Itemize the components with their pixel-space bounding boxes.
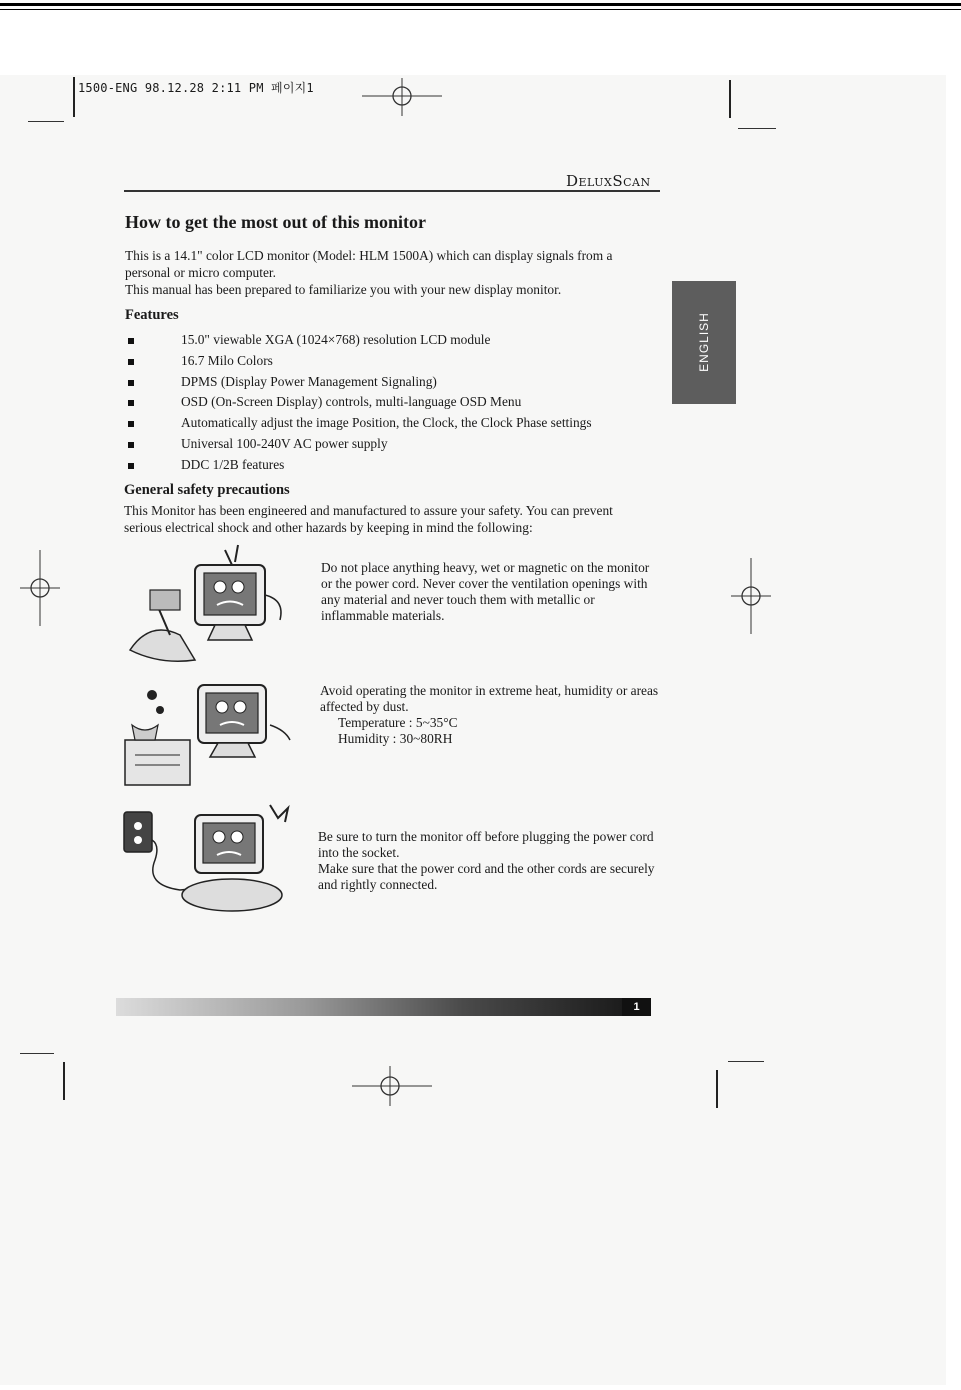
crop-mark bbox=[63, 1062, 65, 1100]
temperature-spec: Temperature : 5~35°C bbox=[338, 715, 458, 730]
bullet-icon bbox=[128, 380, 134, 386]
intro bbox=[125, 247, 645, 298]
bullet-icon bbox=[128, 359, 134, 365]
precaution-text bbox=[321, 560, 651, 624]
top-rule-thin bbox=[0, 9, 961, 10]
list-item bbox=[125, 392, 685, 413]
crop-mark bbox=[728, 1061, 764, 1062]
precaution-line: Make sure that the power cord and the other cords are securely and rightly connected. bbox=[318, 861, 655, 892]
monitor-power-cord-illustration bbox=[120, 800, 300, 920]
feature-text: 15.0" viewable XGA (1024×768) resolution LCD module bbox=[181, 332, 491, 347]
safety-heading: General safety precautions bbox=[124, 482, 290, 498]
crop-mark bbox=[28, 121, 64, 122]
precaution-text bbox=[320, 683, 660, 747]
feature-text: DPMS (Display Power Management Signaling) bbox=[181, 373, 437, 389]
precaution-text bbox=[318, 829, 658, 893]
monitor-heat-illustration bbox=[120, 665, 300, 795]
list-item bbox=[125, 330, 685, 351]
crop-mark bbox=[729, 80, 731, 118]
bullet-icon bbox=[128, 400, 134, 406]
list-item bbox=[125, 455, 685, 476]
crop-mark bbox=[738, 128, 776, 129]
brand-logo bbox=[566, 172, 651, 190]
feature-text: OSD (On-Screen Display) controls, multi-language OSD Menu bbox=[181, 394, 522, 410]
precaution-line: Do not place anything heavy, wet or magnetic on the monitor or the power cord. Never cover the ventilation openings with any material and never touch them with metallic or inflammable materials. bbox=[321, 560, 650, 623]
features-list bbox=[125, 330, 685, 476]
intro-paragraph: This manual has been prepared to familiarize you with your new display monitor. bbox=[125, 282, 562, 297]
language-tab-label: ENGLISH bbox=[697, 312, 711, 372]
list-item bbox=[125, 372, 685, 393]
registration-mark-icon bbox=[362, 78, 442, 118]
language-tab bbox=[672, 281, 736, 404]
safety-intro: This Monitor has been engineered and manufactured to assure your safety. You can prevent serious electrical shock and other hazards by keeping in mind the following: bbox=[124, 503, 613, 535]
monitor-overloaded-illustration bbox=[120, 540, 300, 665]
list-item bbox=[125, 413, 685, 434]
bullet-icon bbox=[128, 463, 134, 469]
feature-text: DDC 1/2B features bbox=[181, 456, 285, 472]
registration-mark-icon bbox=[731, 558, 771, 634]
footer-gradient-bar bbox=[116, 998, 651, 1016]
list-item bbox=[125, 434, 685, 455]
crop-mark bbox=[20, 1053, 54, 1054]
precaution-line: Be sure to turn the monitor off before plugging the power cord into the socket. bbox=[318, 829, 654, 860]
intro-paragraph: This is a 14.1" color LCD monitor (Model: HLM 1500A) which can display signals from a personal or micro computer. bbox=[125, 248, 613, 280]
crop-mark bbox=[716, 1070, 718, 1108]
bullet-icon bbox=[128, 338, 134, 344]
features-heading: Features bbox=[125, 307, 179, 323]
header-rule bbox=[124, 190, 660, 192]
precaution-line: Avoid operating the monitor in extreme heat, humidity or areas affected by dust. bbox=[320, 683, 659, 714]
humidity-spec: Humidity : 30~80RH bbox=[338, 731, 453, 746]
top-rule-thick bbox=[0, 3, 961, 6]
registration-mark-icon bbox=[20, 550, 60, 626]
bullet-icon bbox=[128, 442, 134, 448]
crop-mark bbox=[73, 77, 75, 117]
list-item bbox=[125, 351, 685, 372]
feature-text: 16.7 Milo Colors bbox=[181, 352, 273, 368]
page-title: How to get the most out of this monitor bbox=[125, 212, 426, 232]
feature-text: Automatically adjust the image Position, the Clock, the Clock Phase settings bbox=[181, 415, 592, 431]
feature-text: Universal 100-240V AC power supply bbox=[181, 435, 388, 451]
brand-text: DeluxScan bbox=[566, 172, 651, 190]
bullet-icon bbox=[128, 421, 134, 427]
print-slug: 1500-ENG 98.12.28 2:11 PM 페이지1 bbox=[78, 81, 314, 95]
registration-mark-icon bbox=[352, 1066, 432, 1106]
page-number: 1 bbox=[622, 998, 651, 1016]
